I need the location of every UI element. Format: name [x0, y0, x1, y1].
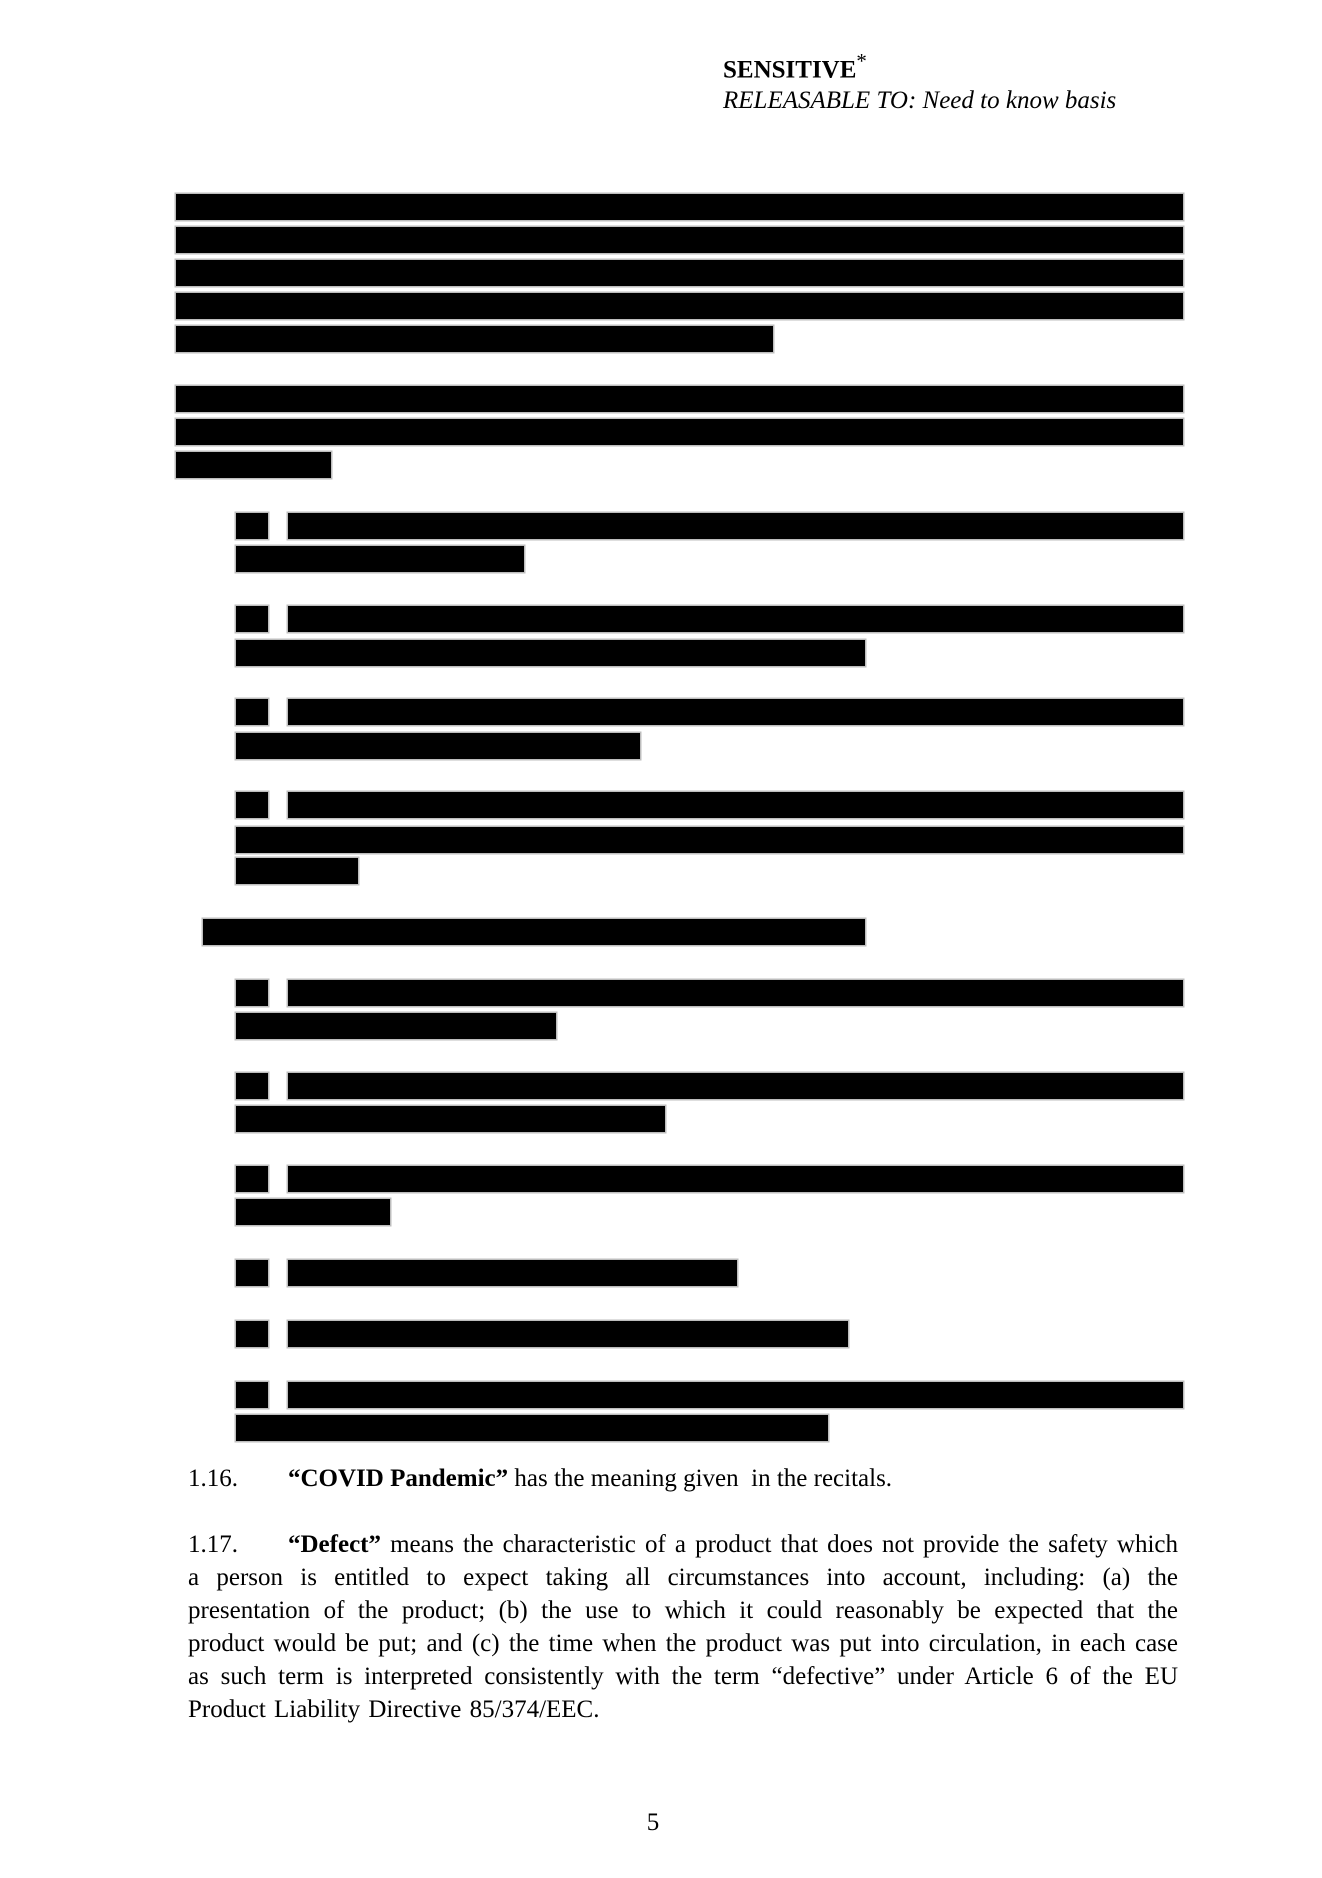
definition-term: “Defect” [288, 1531, 381, 1558]
redaction-bullet-square [236, 513, 268, 539]
redaction-bar [176, 452, 331, 478]
redaction-bar [176, 386, 1183, 412]
redaction-bar [288, 1321, 848, 1347]
redaction-bar [203, 919, 865, 945]
redaction-bar [288, 1166, 1183, 1192]
classification-line [723, 46, 1116, 85]
redaction-bullet-square [236, 1166, 268, 1192]
redaction-bar [288, 1260, 737, 1286]
redaction-bar [236, 1199, 390, 1225]
redaction-bar [288, 792, 1183, 818]
redaction-bar [288, 1073, 1183, 1099]
redaction-bar [176, 419, 1183, 445]
redaction-bar [236, 858, 358, 884]
redaction-bar [176, 326, 773, 352]
redaction-bullet-square [236, 1073, 268, 1099]
definition-term: “COVID Pandemic” [288, 1465, 509, 1492]
definition-text: means the characteristic of a product that does not provide the safety which a person is entitled to expect taking all circumstances into account, including: (a) the presentation of the product; (b) the use to which it could reasonably be expected that the product would be put; and (c) the time when the product was put into circulation, in each case as such term is interpreted consistently with the term “defective” under Article 6 of the EU Product Liability Directive 85/374/EEC. [188, 1531, 1178, 1723]
redaction-bar [236, 1013, 556, 1039]
releasable-line: RELEASABLE TO: Need to know basis [723, 87, 1117, 115]
page-number: 5 [646, 1809, 660, 1836]
redaction-bar [176, 293, 1183, 319]
redaction-bar [288, 513, 1183, 539]
redaction-bullet-square [236, 980, 268, 1006]
redaction-bar [288, 606, 1183, 632]
classification-label: SENSITIVE [723, 56, 857, 84]
redaction-bullet-square [236, 699, 268, 725]
redaction-bar [236, 827, 1183, 853]
definition-1-17 [188, 1528, 1178, 1726]
definition-number: 1.16. [188, 1465, 238, 1492]
redaction-bar [288, 980, 1183, 1006]
redaction-bullet-square [236, 1382, 268, 1408]
definition-text: has the meaning given in the recitals. [508, 1465, 893, 1492]
redaction-bar [236, 1415, 828, 1441]
classification-header [723, 46, 1116, 116]
redaction-bar [176, 227, 1183, 253]
redaction-bar [236, 733, 640, 759]
redaction-bar [288, 1382, 1183, 1408]
redaction-bar [288, 699, 1183, 725]
redaction-bullet-square [236, 792, 268, 818]
redaction-bar [176, 194, 1183, 220]
definition-number: 1.17. [188, 1531, 238, 1558]
redaction-bullet-square [236, 1260, 268, 1286]
redaction-bar [176, 260, 1183, 286]
redaction-bar [236, 640, 865, 666]
definition-1-16 [188, 1462, 1178, 1495]
classification-asterisk: * [856, 49, 867, 73]
redaction-bullet-square [236, 606, 268, 632]
redaction-bullet-square [236, 1321, 268, 1347]
redaction-bar [236, 1106, 665, 1132]
redaction-bar [236, 546, 524, 572]
